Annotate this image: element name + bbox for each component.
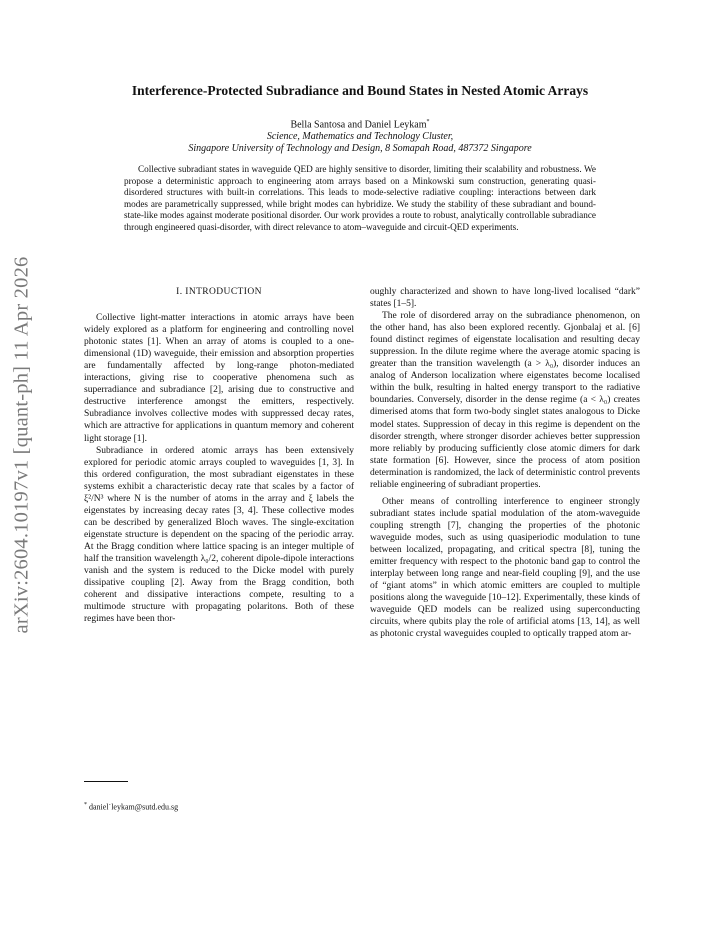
- arxiv-stamp: [2, 235, 42, 655]
- author-names: [80, 116, 640, 131]
- author-list: Bella Santosa and Daniel Leykam: [290, 119, 427, 131]
- intro-paragraph-1: Collective light-matter interactions in atomic arrays have been widely explored as a platform for engineering and controlling novel photonic states [1]. When an array of atoms is coupled to a one-dimensional (1D) waveguide, their emission and absorption properties are fundamentally affected by long-range photon-mediated interactions, giving rise to cooperative phenomena such as superradiance and subradiance [2], arising due to constructive and destructive interference amongst the emitters, respectively. Subradiance involves collective modes with suppressed decay rates, which are attractive for applications in quantum memory and coherent light storage [1].: [84, 313, 354, 444]
- affiliation-line-2: Singapore University of Technology and Design, 8 Somapah Road, 487372 Singapore: [188, 143, 532, 155]
- intro-paragraph-2: Subradiance in ordered atomic arrays has been extensively explored for periodic atomic arrays coupled to waveguides [1, 3]. In this ordered configuration, the most subradiant eigenstates in these systems exhibit a characteristic decay rate that scales by a factor of ξ²/N³ where N is the number of atoms in the array and ξ labels the eigenstates by increasing decay rates [3, 4]. These collective modes can be described by generalized Bloch waves. The single-excitation eigenstate structure is dependent on the spacing of the periodic array. At the Bragg condition where lattice spacing is an integer multiple of half the transition wavelength λ₀/2, coherent dipole-dipole interactions vanish and the system is reduced to the Dicke model with purely dissipative coupling [2]. Away from the Bragg condition, both coherent and dissipative interactions compete, resulting to a multimode structure with propagating polaritons. Both of these regimes have been thor-: [84, 445, 354, 625]
- right-column: [370, 286, 640, 640]
- abstract: Collective subradiant states in waveguide QED are highly sensitive to disorder, limiting their scalability and robustness. We propose a deterministic approach to engineering atom arrays based on a Minkowski sum construction, generating quasi-disordered structures with built-in correlations. This leads to mode-selective radiative coupling: interactions between dark modes are parametrically suppressed, while bright modes can hybridize. We study the stability of these subradiant and bound-state-like modes against moderate positional disorder. Our work provides a route to robust, analytically controllable subradiance through engineered quasi-disorder, with direct relevance to atom–waveguide and circuit-QED experiments.: [124, 164, 596, 232]
- footnote: [84, 802, 178, 812]
- intro-paragraph-2-continued: oughly characterized and shown to have long-lived localised “dark” states [1–5].: [370, 287, 640, 310]
- paper-title: Interference-Protected Subradiance and Bound States in Nested Atomic Arrays: [131, 83, 589, 98]
- left-column: [84, 284, 354, 625]
- intro-paragraph-3: The role of disordered array on the subradiance phenomenon, on the other hand, has also been explored recently. Gjonbalaj et al. [6] found distinct regimes of eigenstate localisation and resulting decay suppression. In the dilute regime where the average atomic spacing is greater than the transition wavelength (a > λ₀), disorder induces an analog of Anderson localization where eigenstates become localised within the bulk, resulting in halted energy transport to the radiative boundaries. Conversely, disorder in the dense regime (a < λ₀) creates dimerised atoms that form two-body singlet states analogous to Dicke model states. Suppression of decay in this regime is dependent on the disorder strength, where stronger disorder achieves better suppression more reliably by producing sufficiently close atomic dimers for dark state formation [6]. However, since the process of atom position determination is randomized, the lack of deterministic control prevents reliable engineering of subradiant properties.: [370, 311, 640, 490]
- affiliation-line-1: Science, Mathematics and Technology Cluster,: [266, 131, 454, 143]
- intro-paragraph-4: Other means of controlling interference to engineer strongly subradiant states include spatial modulation of the atom-waveguide coupling strength [7], changing the properties of the photonic waveguide modes, such as using quasiperiodic modulation to tune between localized, propagating, and critical spectra [8], tuning the emitter frequency with respect to the photonic band gap to control the interplay between long range and near-field coupling [9], and the use of “giant atoms” in which atomic emitters are coupled to multiple positions along the waveguide [10–12]. Experimentally, these kinds of waveguide QED models can be realized using superconducting circuits, where qubits play the role of artificial atoms [13, 14], as well as photonic crystal waveguides coupled to optically trapped atom ar-: [370, 496, 640, 640]
- footnote-rule: [84, 781, 128, 782]
- footnote-email: daniel˙leykam@sutd.edu.sg: [89, 802, 179, 812]
- arxiv-identifier: arXiv:2604.10197v1 [quant-ph] 11 Apr 2026: [10, 256, 33, 634]
- author-block: [80, 116, 640, 155]
- section-heading-introduction: I. INTRODUCTION: [176, 287, 262, 297]
- footnote-mark: *: [84, 802, 87, 808]
- author-footnote-mark: *: [426, 119, 430, 125]
